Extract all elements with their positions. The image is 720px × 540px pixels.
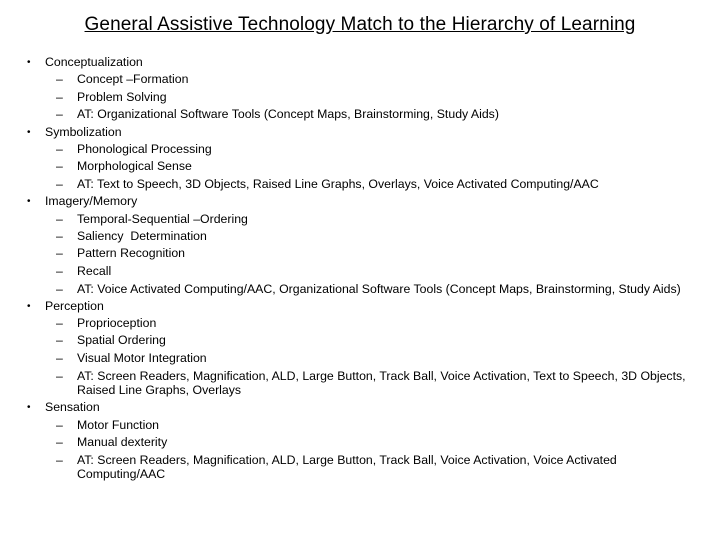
sub-item-text: Proprioception	[77, 316, 157, 331]
slide-title: General Assistive Technology Match to the Hierarchy of Learning	[84, 14, 636, 35]
topic-label: Symbolization	[45, 124, 122, 139]
sub-item-text: Motor Function	[77, 417, 160, 432]
sub-item-text: Visual Motor Integration	[77, 350, 207, 365]
sub-item-text: Manual dexterity	[77, 435, 168, 450]
sub-item-text: Temporal-Sequential –Ordering	[77, 211, 248, 226]
topic-item	[0, 54, 700, 124]
sub-item	[45, 245, 700, 262]
sub-item	[45, 158, 700, 175]
sub-item-text: AT: Voice Activated Computing/AAC, Organizational Software Tools (Concept Maps, Brainstorming, Study Aids)	[77, 281, 681, 296]
outline-list	[0, 54, 700, 483]
topic-item	[0, 298, 700, 400]
sub-item	[45, 280, 700, 297]
dash-icon: –	[56, 89, 63, 104]
sub-item	[45, 263, 700, 280]
sub-item	[45, 141, 700, 158]
sub-item	[45, 106, 700, 123]
topic-item	[0, 124, 700, 194]
sub-item	[45, 211, 700, 228]
bullet-icon: •	[27, 126, 31, 138]
sub-item	[45, 417, 700, 434]
sub-list	[45, 417, 700, 484]
dash-icon: –	[56, 368, 63, 383]
topic-label: Conceptualization	[45, 55, 143, 69]
sub-item	[45, 350, 700, 367]
sub-item	[45, 228, 700, 245]
sub-list	[45, 141, 700, 193]
dash-icon: –	[56, 350, 63, 365]
bullet-icon: •	[27, 300, 31, 312]
dash-icon: –	[56, 72, 63, 87]
sub-item	[45, 451, 700, 483]
topic-item	[0, 399, 700, 483]
topic-item	[0, 193, 700, 297]
sub-item-text: Phonological Processing	[77, 142, 212, 157]
dash-icon: –	[56, 159, 63, 174]
sub-item-text: Spatial Ordering	[77, 333, 166, 348]
sub-item-text: AT: Organizational Software Tools (Concept Maps, Brainstorming, Study Aids)	[77, 107, 499, 122]
dash-icon: –	[56, 452, 63, 467]
sub-item-text: Recall	[77, 263, 112, 278]
bullet-icon: •	[27, 196, 31, 208]
dash-icon: –	[56, 316, 63, 331]
topic-label: Perception	[45, 298, 104, 313]
sub-item-text: Problem Solving	[77, 89, 167, 104]
dash-icon: –	[56, 281, 63, 296]
dash-icon: –	[56, 246, 63, 261]
bullet-icon: •	[27, 402, 31, 414]
sub-item	[45, 367, 700, 399]
sub-item-text: Saliency Determination	[77, 229, 207, 244]
dash-icon: –	[56, 333, 63, 348]
bullet-icon: •	[27, 57, 31, 68]
sub-list	[45, 315, 700, 399]
sub-list	[45, 211, 700, 298]
sub-item-text: AT: Text to Speech, 3D Objects, Raised Line Graphs, Overlays, Voice Activated Computing/AAC	[77, 176, 599, 191]
dash-icon: –	[56, 263, 63, 278]
dash-icon: –	[56, 142, 63, 157]
sub-item	[45, 89, 700, 106]
sub-item-text: Morphological Sense	[77, 159, 192, 174]
sub-item-text: AT: Screen Readers, Magnification, ALD, Large Button, Track Ball, Voice Activation, Voice Activated Computing/AAC	[77, 452, 617, 482]
dash-icon: –	[56, 435, 63, 450]
sub-item	[45, 71, 700, 88]
sub-item-text: Pattern Recognition	[77, 246, 186, 261]
dash-icon: –	[56, 176, 63, 191]
sub-item-text: AT: Screen Readers, Magnification, ALD, Large Button, Track Ball, Voice Activation, Text to Speech, 3D Objects, Raised Line Graphs, Overlays	[77, 368, 686, 398]
dash-icon: –	[56, 229, 63, 244]
sub-item-text: Concept –Formation	[77, 72, 189, 87]
topic-label: Sensation	[45, 400, 100, 415]
dash-icon: –	[56, 417, 63, 432]
topic-label: Imagery/Memory	[45, 194, 138, 209]
dash-icon: –	[56, 211, 63, 226]
sub-item	[45, 434, 700, 451]
sub-item	[45, 332, 700, 349]
sub-list	[45, 71, 700, 123]
sub-item	[45, 315, 700, 332]
dash-icon: –	[56, 107, 63, 122]
sub-item	[45, 176, 700, 193]
